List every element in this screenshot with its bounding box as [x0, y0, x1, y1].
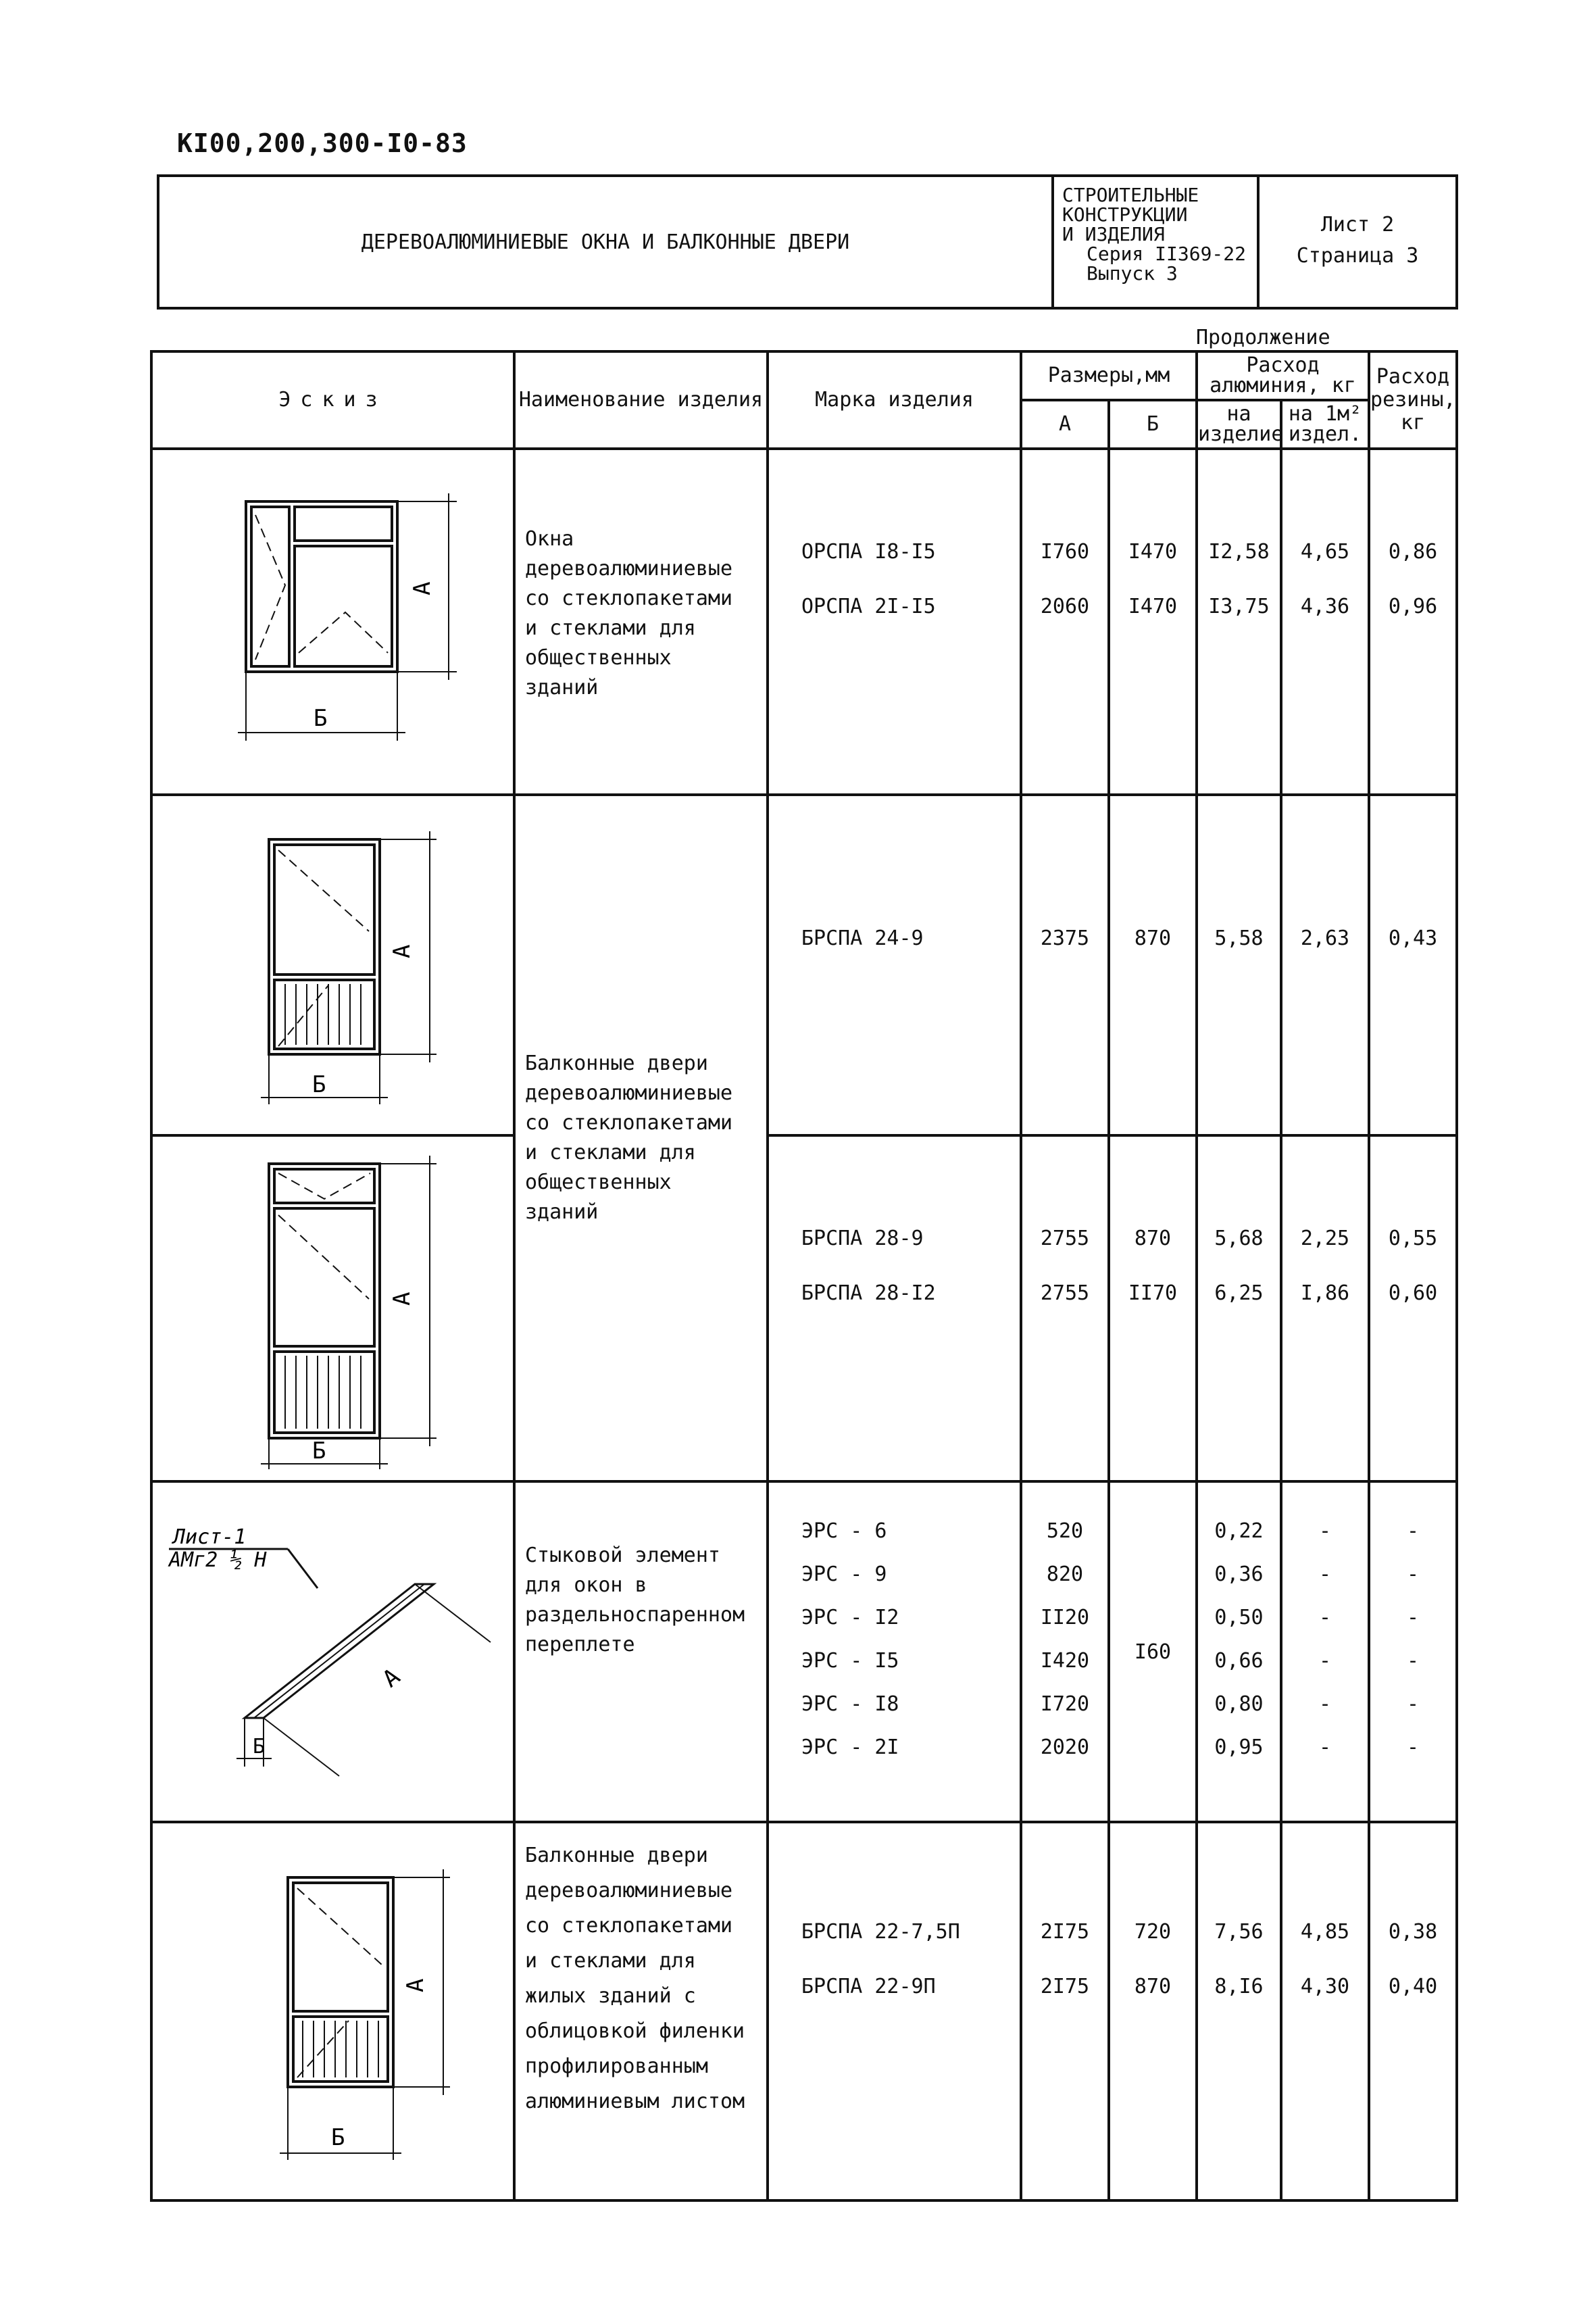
size-a: II20: [1040, 1606, 1090, 1629]
joint-element-sketch: [153, 1483, 510, 1815]
rubber: 0,60: [1388, 1281, 1438, 1305]
size-a: I720: [1040, 1692, 1090, 1716]
rubber-windows: [1369, 449, 1457, 795]
size-a: 2020: [1040, 1736, 1090, 1759]
dim-b-label: Б: [314, 705, 328, 732]
alum-m2: -: [1318, 1649, 1332, 1673]
rubber: -: [1406, 1736, 1420, 1759]
size-a: 2I75: [1040, 1975, 1090, 1998]
marks-residential: [768, 1822, 1021, 2200]
products-table: [150, 350, 1458, 2202]
col-alum-item: на изделие: [1197, 400, 1281, 449]
marks-doors-a: [768, 795, 1021, 1135]
rubber-doors-b: [1369, 1135, 1457, 1481]
alum-m2-joint: [1281, 1481, 1369, 1822]
alum-m2-doors-a: [1281, 795, 1369, 1135]
size-a: I760: [1040, 540, 1090, 564]
alum-item: I2,58: [1208, 540, 1270, 564]
alum-item-doors-b: [1197, 1135, 1281, 1481]
size-a: 2060: [1040, 595, 1090, 618]
name-joint-element: Стыковой элемент для окон в раздельноспаренном переплете: [514, 1481, 768, 1822]
alum-item: 5,68: [1214, 1227, 1264, 1250]
alum-m2: 2,25: [1300, 1227, 1350, 1250]
col-sizes: Размеры,мм: [1021, 351, 1197, 400]
alum-item: 6,25: [1214, 1281, 1264, 1305]
b-joint: [1109, 1481, 1197, 1822]
alum-m2: 2,63: [1300, 927, 1350, 950]
dim-b-label: Б: [331, 2124, 345, 2151]
marks-windows: [768, 449, 1021, 795]
door-sketch: [153, 796, 510, 1129]
series-block: [1062, 185, 1251, 283]
marks-joint: [768, 1481, 1021, 1822]
alum-item-doors-a: [1197, 795, 1281, 1135]
alum-item: 8,I6: [1214, 1975, 1264, 1998]
sketch-door-1: [151, 795, 514, 1135]
size-b: 870: [1134, 1975, 1172, 1998]
size-b: 870: [1134, 927, 1172, 950]
b-windows: [1109, 449, 1197, 795]
sketch-joint: [151, 1481, 514, 1822]
section-balcony-doors-a: [151, 795, 1457, 1135]
alum-item: 0,36: [1214, 1562, 1264, 1586]
section-windows: [151, 449, 1457, 795]
title-block: [157, 174, 1458, 310]
alum-item: 0,22: [1214, 1519, 1264, 1543]
alum-m2-doors-b: [1281, 1135, 1369, 1481]
size-a: 2755: [1040, 1281, 1090, 1305]
continuation-label: Продолжение: [1196, 326, 1330, 349]
size-b: I470: [1128, 595, 1178, 618]
col-alum-m2: на 1м² издел.: [1281, 400, 1369, 449]
section-balcony-doors-b: [151, 1135, 1457, 1481]
alum-m2-residential: [1281, 1822, 1369, 2200]
rubber: 0,96: [1388, 595, 1438, 618]
mark: БРСПА 22-9П: [801, 1975, 936, 1998]
size-b: II70: [1128, 1281, 1178, 1305]
alum-m2: -: [1318, 1736, 1332, 1759]
alum-m2: -: [1318, 1692, 1332, 1716]
size-a: 2755: [1040, 1227, 1090, 1250]
sketch-door-3: [151, 1822, 514, 2200]
alum-item-residential: [1197, 1822, 1281, 2200]
size-a: 2I75: [1040, 1920, 1090, 1944]
a-doors-a: [1021, 795, 1109, 1135]
alum-item-windows: [1197, 449, 1281, 795]
alum-item: 0,66: [1214, 1649, 1264, 1673]
alum-item: 0,95: [1214, 1736, 1264, 1759]
mark: ЭРС - 6: [801, 1519, 887, 1543]
window-sketch: [153, 450, 510, 788]
rubber: 0,55: [1388, 1227, 1438, 1250]
dim-b-label: Б: [253, 1735, 266, 1758]
dim-a-label: А: [389, 1291, 416, 1306]
alum-item: 5,58: [1214, 927, 1264, 950]
alum-m2: -: [1318, 1606, 1332, 1629]
col-name: Наименование изделия: [514, 351, 768, 449]
col-size-a: А: [1021, 400, 1109, 449]
mark: ЭРС - I2: [801, 1606, 899, 1629]
name-residential-doors: Балконные двери деревоалюминиевые со стеклопакетами и стеклами для жилых зданий с облицовкой филенки профилированным алюминиевым листом: [514, 1822, 768, 2200]
dim-b-label: Б: [312, 1437, 326, 1464]
alum-item: I3,75: [1208, 595, 1270, 618]
mark: ЭРС - 9: [801, 1562, 887, 1586]
name-balcony-doors: Балконные двери деревоалюминиевые со стеклопакетами и стеклами для общественных зданий: [514, 795, 768, 1481]
b-residential: [1109, 1822, 1197, 2200]
col-alum: Расход алюминия, кг: [1197, 351, 1369, 400]
alum-item: 0,80: [1214, 1692, 1264, 1716]
alum-m2-windows: [1281, 449, 1369, 795]
a-joint: [1021, 1481, 1109, 1822]
dim-a-label: А: [409, 581, 436, 595]
rubber-residential: [1369, 1822, 1457, 2200]
category-line: КОНСТРУКЦИИ: [1062, 203, 1188, 226]
a-doors-b: [1021, 1135, 1109, 1481]
alum-m2: 4,30: [1300, 1975, 1350, 1998]
document-title: ДЕРЕВОАЛЮМИНИЕВЫЕ ОКНА И БАЛКОННЫЕ ДВЕРИ: [361, 230, 850, 254]
rubber-joint: [1369, 1481, 1457, 1822]
col-sketch: Эскиз: [151, 351, 514, 449]
rubber: -: [1406, 1519, 1420, 1543]
rubber: 0,40: [1388, 1975, 1438, 1998]
col-rubber: [1369, 351, 1457, 449]
dim-a-label: А: [389, 944, 416, 958]
rubber-doors-a: [1369, 795, 1457, 1135]
sheet-note: Лист-1: [173, 1525, 247, 1549]
divider: [1051, 177, 1054, 307]
dim-b-label: Б: [312, 1071, 326, 1098]
size-a: 2375: [1040, 927, 1090, 950]
size-b: 870: [1134, 1227, 1172, 1250]
mark: ОРСПА 2I-I5: [801, 595, 936, 618]
alum-m2: 4,36: [1300, 595, 1350, 618]
size-a: 520: [1046, 1519, 1084, 1543]
a-windows: [1021, 449, 1109, 795]
series-line: Серия II369-22: [1087, 243, 1247, 265]
page-number: Страница 3: [1296, 244, 1419, 268]
a-residential: [1021, 1822, 1109, 2200]
mark: ЭРС - 2I: [801, 1736, 899, 1759]
alum-m2: -: [1318, 1562, 1332, 1586]
alum-m2: -: [1318, 1519, 1332, 1543]
rubber: -: [1406, 1606, 1420, 1629]
alum-item-joint: [1197, 1481, 1281, 1822]
alum-item: 0,50: [1214, 1606, 1264, 1629]
b-doors-a: [1109, 795, 1197, 1135]
sketch-door-2: [151, 1135, 514, 1481]
alum-m2: I,86: [1300, 1281, 1350, 1305]
section-residential-doors: [151, 1822, 1457, 2200]
size-a: I420: [1040, 1649, 1090, 1673]
size-b: 720: [1134, 1920, 1172, 1944]
mark: ОРСПА I8-I5: [801, 540, 936, 564]
document-code: КI00,200,300-I0-83: [177, 128, 468, 158]
rubber: 0,86: [1388, 540, 1438, 564]
alum-m2: 4,65: [1300, 540, 1350, 564]
alum-m2: 4,85: [1300, 1920, 1350, 1944]
dim-a-label: А: [377, 1663, 405, 1694]
dim-a-label: А: [402, 1978, 429, 1992]
sheet-number: Лист 2: [1320, 213, 1395, 237]
name-windows: Окна деревоалюминиевые со стеклопакетами и стеклами для общественных зданий: [514, 449, 768, 795]
residential-door-sketch: [153, 1823, 510, 2194]
issue-line: Выпуск 3: [1087, 262, 1178, 285]
mark: БРСПА 22-7,5П: [801, 1920, 960, 1944]
mark: БРСПА 28-I2: [801, 1281, 936, 1305]
category-line: И ИЗДЕЛИЯ: [1062, 223, 1165, 245]
sheet-block: [1260, 210, 1455, 272]
header-row: [151, 351, 1457, 400]
col-mark: Марка изделия: [768, 351, 1021, 449]
rubber-title: Расход резины, кг: [1370, 365, 1456, 435]
size-a: 820: [1046, 1562, 1084, 1586]
rubber: 0,38: [1388, 1920, 1438, 1944]
mark: ЭРС - I8: [801, 1692, 899, 1716]
size-b: I470: [1128, 540, 1178, 564]
col-size-b: Б: [1109, 400, 1197, 449]
b-doors-b: [1109, 1135, 1197, 1481]
rubber: -: [1406, 1562, 1420, 1586]
size-b: I60: [1134, 1640, 1172, 1664]
marks-doors-b: [768, 1135, 1021, 1481]
mark: ЭРС - I5: [801, 1649, 899, 1673]
door-transom-sketch: [153, 1137, 510, 1475]
section-joint-element: [151, 1481, 1457, 1822]
mark: БРСПА 24-9: [801, 927, 924, 950]
mark: БРСПА 28-9: [801, 1227, 924, 1250]
material-note: АМг2 ½ Н: [169, 1548, 267, 1572]
sketch-window: [151, 449, 514, 795]
alum-item: 7,56: [1214, 1920, 1264, 1944]
category-line: СТРОИТЕЛЬНЫЕ: [1062, 184, 1199, 206]
rubber: -: [1406, 1649, 1420, 1673]
rubber: 0,43: [1388, 927, 1438, 950]
rubber: -: [1406, 1692, 1420, 1716]
